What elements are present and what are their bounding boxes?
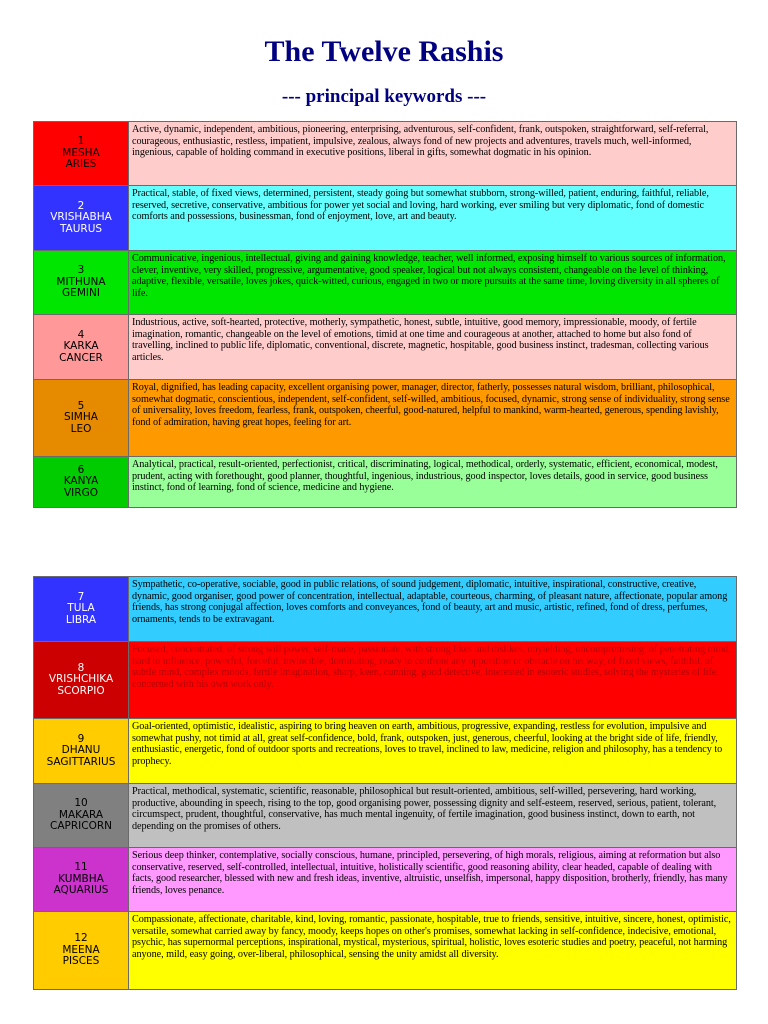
rashi-row: [34, 186, 737, 251]
page-title: The Twelve Rashis: [264, 35, 504, 68]
rashi-keywords: Industrious, active, soft-hearted, protective, motherly, sympathetic, honest, subtle, intuitive, good memory, impressionable, moody, of fertile imagination, romantic, changeable on the level of emotions, timid at one time and courageous at another, attached to home but also fond of travelling, inclined to public life, diplomatic, conventional, discrete, magnetic, hospitable, good business instinct, tradesman, collecting various articles.: [129, 315, 737, 380]
rashi-sanskrit-name: MAKARA: [58, 808, 104, 821]
rashi-sanskrit-name: TULA: [67, 602, 95, 615]
rashi-number: 6: [77, 463, 85, 476]
rashi-row: [34, 457, 737, 508]
rashi-name-cell: [34, 457, 129, 508]
rashi-english-name: SCORPIO: [57, 684, 105, 697]
page-subtitle: --- principal keywords ---: [281, 86, 487, 107]
rashi-number: 2: [77, 199, 85, 212]
rashi-english-name: TAURUS: [59, 222, 103, 235]
rashi-name-cell: [34, 251, 129, 315]
rashi-english-name: AQUARIUS: [53, 884, 109, 897]
rashi-row: [34, 912, 737, 990]
rashi-name-cell: [34, 186, 129, 251]
rashi-number: 8: [77, 661, 85, 674]
rashi-sanskrit-name: KARKA: [63, 340, 99, 353]
rashi-row: [34, 315, 737, 380]
rashi-sanskrit-name: KUMBHA: [58, 872, 104, 885]
rashi-keywords: Royal, dignified, has leading capacity, excellent organising power, manager, director, fatherly, possesses natural wisdom, brilliant, philosophical, somewhat dogmatic, conscientious, independent, self-confident, self-willed, ambitious, focused, dynamic, strong sense of individuality, strong sense of universality, loves freedom, fearless, frank, outspoken, cheerful, good-natured, helpful to mankind, warm-hearted, generous, spending lavishly, fond of admiration, having great hopes, feeling for art.: [129, 380, 737, 457]
rashi-sanskrit-name: SIMHA: [64, 411, 98, 424]
rashi-english-name: VIRGO: [64, 486, 98, 499]
rashi-row: [34, 784, 737, 848]
rashi-sanskrit-name: VRISHABHA: [50, 211, 112, 224]
rashi-table-2: [33, 576, 737, 990]
rashi-sanskrit-name: VRISHCHIKA: [48, 673, 114, 686]
rashi-keywords: Practical, stable, of fixed views, determined, persistent, steady going but somewhat stubborn, strong-willed, patient, enduring, faithful, reliable, reserved, secretive, conservative, ambitious for power yet social and loving, hard working, ever smiling but very diplomatic, fond of domestic comforts and possessions, businessman, fond of enjoyment, love, art and beauty.: [129, 186, 737, 251]
rashi-english-name: LEO: [70, 422, 92, 435]
rashi-number: 7: [77, 590, 85, 603]
rashi-keywords: Active, dynamic, independent, ambitious, pioneering, enterprising, adventurous, self-confident, frank, outspoken, straightforward, self-referral, courageous, enthusiastic, restless, impatient, impulsive, zealous, always fond of new projects and adventures, travels much, well-informed, ingenious, capable of holding command in executive positions, liberal in gifts, somewhat dogmatic in his opinion.: [129, 122, 737, 186]
rashi-keywords: Serious deep thinker, contemplative, socially conscious, humane, principled, persevering, of high morals, religious, aiming at reformation but also conservative, reserved, self-controlled, intellectual, intuitive, holistically scientific, good reasoning ability, clear headed, capable of dealing with facts, good researcher, blessed with new and fresh ideas, inventive, altruistic, unselfish, impersonal, happy disposition, brotherly, friendly, has many friends, loves penance.: [129, 848, 737, 912]
rashi-name-cell: [34, 122, 129, 186]
rashi-sanskrit-name: DHANU: [61, 744, 101, 757]
rashi-sanskrit-name: MEENA: [62, 943, 100, 956]
rashi-name-cell: [34, 719, 129, 784]
rashi-sanskrit-name: MITHUNA: [56, 275, 106, 288]
rashi-english-name: CANCER: [59, 351, 103, 364]
rashi-name-cell: [34, 577, 129, 642]
rashi-number: 12: [74, 932, 88, 945]
rashi-row: [34, 719, 737, 784]
rashi-name-cell: [34, 784, 129, 848]
rashi-english-name: GEMINI: [62, 287, 100, 300]
rashi-keywords: Goal-oriented, optimistic, idealistic, aspiring to bring heaven on earth, ambitious, progressive, expanding, restless for evolution, impulsive and somewhat pushy, not timid at all, great self-confidence, bold, frank, outspoken, just, generous, cheerful, looking at the bright side of life, friendly, enthusiastic, energetic, fond of outdoor sports and recreations, loves to travel, inclined to law, medicine, religion and philosophy, has a tendency to prophecy.: [129, 719, 737, 784]
rashi-name-cell: [34, 848, 129, 912]
rashi-english-name: CAPRICORN: [50, 820, 112, 833]
rashi-row: [34, 122, 737, 186]
rashi-sanskrit-name: KANYA: [63, 475, 99, 488]
rashi-english-name: ARIES: [65, 158, 97, 171]
rashi-row: [34, 642, 737, 719]
rashi-number: 5: [77, 399, 85, 412]
rashi-row: [34, 380, 737, 457]
rashi-number: 10: [74, 797, 88, 810]
rashi-number: 1: [77, 135, 85, 148]
rashi-number: 3: [77, 264, 85, 277]
rashi-english-name: SAGITTARIUS: [46, 755, 116, 768]
rashi-keywords: Focused, concentrated, of strong will power, self-made, passionate, with strong likes and dislikes, unyielding, uncompromising, of penetrating mind, hard to influence, powerful, forceful, invincible, dominating, ready to confront any opposition or obstacle on his way, of fixed views, faithful, of subtle mind, complex moods, fertile imagination, sharp, keen, cunning, good detective, interested in esoteric studies, solving the mysteries of life, concerned with his own work only.: [129, 642, 737, 719]
rashi-keywords: Compassionate, affectionate, charitable, kind, loving, romantic, passionate, hospitable, true to friends, sensitive, intuitive, sincere, honest, optimistic, versatile, somewhat carried away by fancy, moody, keeps hopes on other's promises, somewhat lacking in self-confidence, indecisive, emotional, psychic, has supernormal perceptions, inspirational, mystical, mysterious, spiritual, holistic, loves esoteric studies and poetry, peaceful, not harming anyone, mild, easy going, over-liberal, philosophical, sensing the unity amidst all diversity.: [129, 912, 737, 990]
rashi-name-cell: [34, 380, 129, 457]
rashi-keywords: Communicative, ingenious, intellectual, giving and gaining knowledge, teacher, well informed, exposing himself to various sources of information, clever, inventive, very skilled, progressive, argumentative, good speaker, logical but not always consistent, changeable on the level of thinking, adaptive, flexible, versatile, loves jokes, quick-witted, curious, engaged in two or more pursuits at the same time, loving diversity in all spheres of life.: [129, 251, 737, 315]
rashi-keywords: Practical, methodical, systematic, scientific, reasonable, philosophical but result-oriented, ambitious, self-willed, persevering, hard working, productive, abounding in speech, rising to the top, good organising power, possessing dignity and self-esteem, reserved, serious, patient, tolerant, circumspect, prudent, thoughtful, conservative, has much mental ingenuity, of fertile imagination, good business instinct, down to earth, not depending on the promises of others.: [129, 784, 737, 848]
rashi-number: 9: [77, 732, 85, 745]
rashi-number: 4: [77, 328, 85, 341]
rashi-name-cell: [34, 912, 129, 990]
rashi-row: [34, 251, 737, 315]
rashi-row: [34, 848, 737, 912]
rashi-number: 11: [74, 861, 88, 874]
rashi-keywords: Analytical, practical, result-oriented, perfectionist, critical, discriminating, logical, methodical, orderly, systematic, efficient, economical, modest, prudent, acting with forethought, good planner, thoughtful, ingenious, industrious, good inspector, loves details, good in service, good business instinct, fond of learning, fond of science, medicine and hygiene.: [129, 457, 737, 508]
rashi-english-name: PISCES: [62, 955, 100, 968]
rashi-sanskrit-name: MESHA: [62, 146, 100, 159]
rashi-name-cell: [34, 642, 129, 719]
rashi-keywords: Sympathetic, co-operative, sociable, good in public relations, of sound judgement, diplomatic, intuitive, inspirational, constructive, creative, dynamic, good organiser, good power of concentration, intellectual, adaptable, courteous, charming, of pleasant nature, affectionate, popular among friends, has strong conjugal affection, loves comforts and conveyances, fond of beauty, art and music, artistic, refined, fond of dress, perfumes, ornaments, tends to be extravagant.: [129, 577, 737, 642]
rashi-name-cell: [34, 315, 129, 380]
rashi-table-1: [33, 121, 737, 508]
rashi-english-name: LIBRA: [65, 613, 97, 626]
rashi-row: [34, 577, 737, 642]
